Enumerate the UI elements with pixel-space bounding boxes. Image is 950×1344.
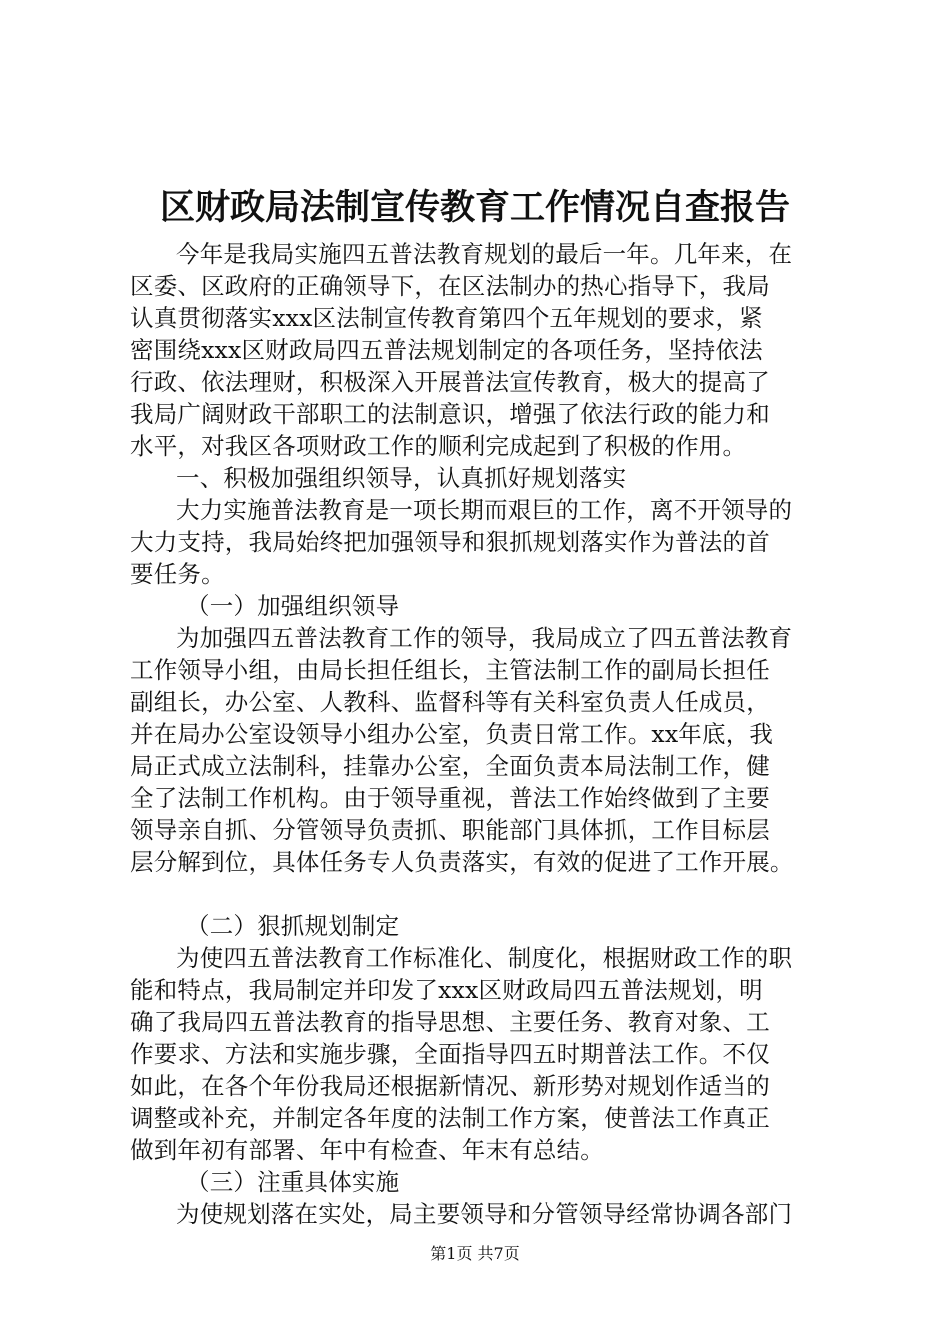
paragraph-line: 为使规划落在实处，局主要领导和分管领导经常协调各部门 [176,1200,793,1228]
paragraph-line: 确了我局四五普法教育的指导思想、主要任务、教育对象、工 [130,1008,770,1036]
section-heading: 一、积极加强组织领导，认真抓好规划落实 [176,464,627,492]
paragraph-line: 要任务。 [130,560,225,588]
paragraph-line: 做到年初有部署、年中有检查、年末有总结。 [130,1136,604,1164]
subsection-heading: （三）注重具体实施 [186,1168,400,1196]
document-title: 区财政局法制宣传教育工作情况自查报告 [159,187,790,228]
paragraph-line: 行政、依法理财，积极深入开展普法宣传教育，极大的提高了 [130,368,770,396]
paragraph-line: 如此，在各个年份我局还根据新情况、新形势对规划作适当的 [130,1072,770,1100]
paragraph-line: 作要求、方法和实施步骤，全面指导四五时期普法工作。不仅 [130,1040,770,1068]
paragraph-line: 调整或补充，并制定各年度的法制工作方案，使普法工作真正 [130,1104,770,1132]
paragraph-line: 局正式成立法制科，挂靠办公室，全面负责本局法制工作，健 [130,752,770,780]
paragraph-line: 全了法制工作机构。由于领导重视，普法工作始终做到了主要 [130,784,770,812]
paragraph-line: 密围绕xxx区财政局四五普法规划制定的各项任务，坚持依法 [130,336,763,364]
paragraph-line: 工作领导小组，由局长担任组长，主管法制工作的副局长担任 [130,656,770,684]
page-footer: 第1页 共7页 [430,1244,520,1263]
subsection-heading: （一）加强组织领导 [186,592,400,620]
paragraph-line: 大力支持，我局始终把加强领导和狠抓规划落实作为普法的首 [130,528,770,556]
paragraph-line: 并在局办公室设领导小组办公室，负责日常工作。xx年底，我 [130,720,774,748]
paragraph-line: 水平，对我区各项财政工作的顺利完成起到了积极的作用。 [130,432,747,460]
document-body [130,238,850,1230]
paragraph-line: 能和特点，我局制定并印发了xxx区财政局四五普法规划，明 [130,976,763,1004]
paragraph-line: 层分解到位，具体任务专人负责落实，有效的促进了工作开展。 [130,848,794,876]
paragraph-line: 大力实施普法教育是一项长期而艰巨的工作，离不开领导的 [176,496,793,524]
paragraph-line: 区委、区政府的正确领导下，在区法制办的热心指导下，我局 [130,272,770,300]
paragraph-line: 为加强四五普法教育工作的领导，我局成立了四五普法教育 [176,624,793,652]
paragraph-line: 副组长，办公室、人教科、监督科等有关科室负责人任成员， [130,688,770,716]
subsection-heading: （二）狠抓规划制定 [186,912,400,940]
paragraph-line: 领导亲自抓、分管领导负责抓、职能部门具体抓，工作目标层 [130,816,770,844]
paragraph-line: 今年是我局实施四五普法教育规划的最后一年。几年来，在 [176,240,793,268]
paragraph-line: 为使四五普法教育工作标准化、制度化，根据财政工作的职 [176,944,793,972]
paragraph-spacer [130,878,850,910]
paragraph-line: 认真贯彻落实xxx区法制宣传教育第四个五年规划的要求，紧 [130,304,763,332]
paragraph-line: 我局广阔财政干部职工的法制意识，增强了依法行政的能力和 [130,400,770,428]
